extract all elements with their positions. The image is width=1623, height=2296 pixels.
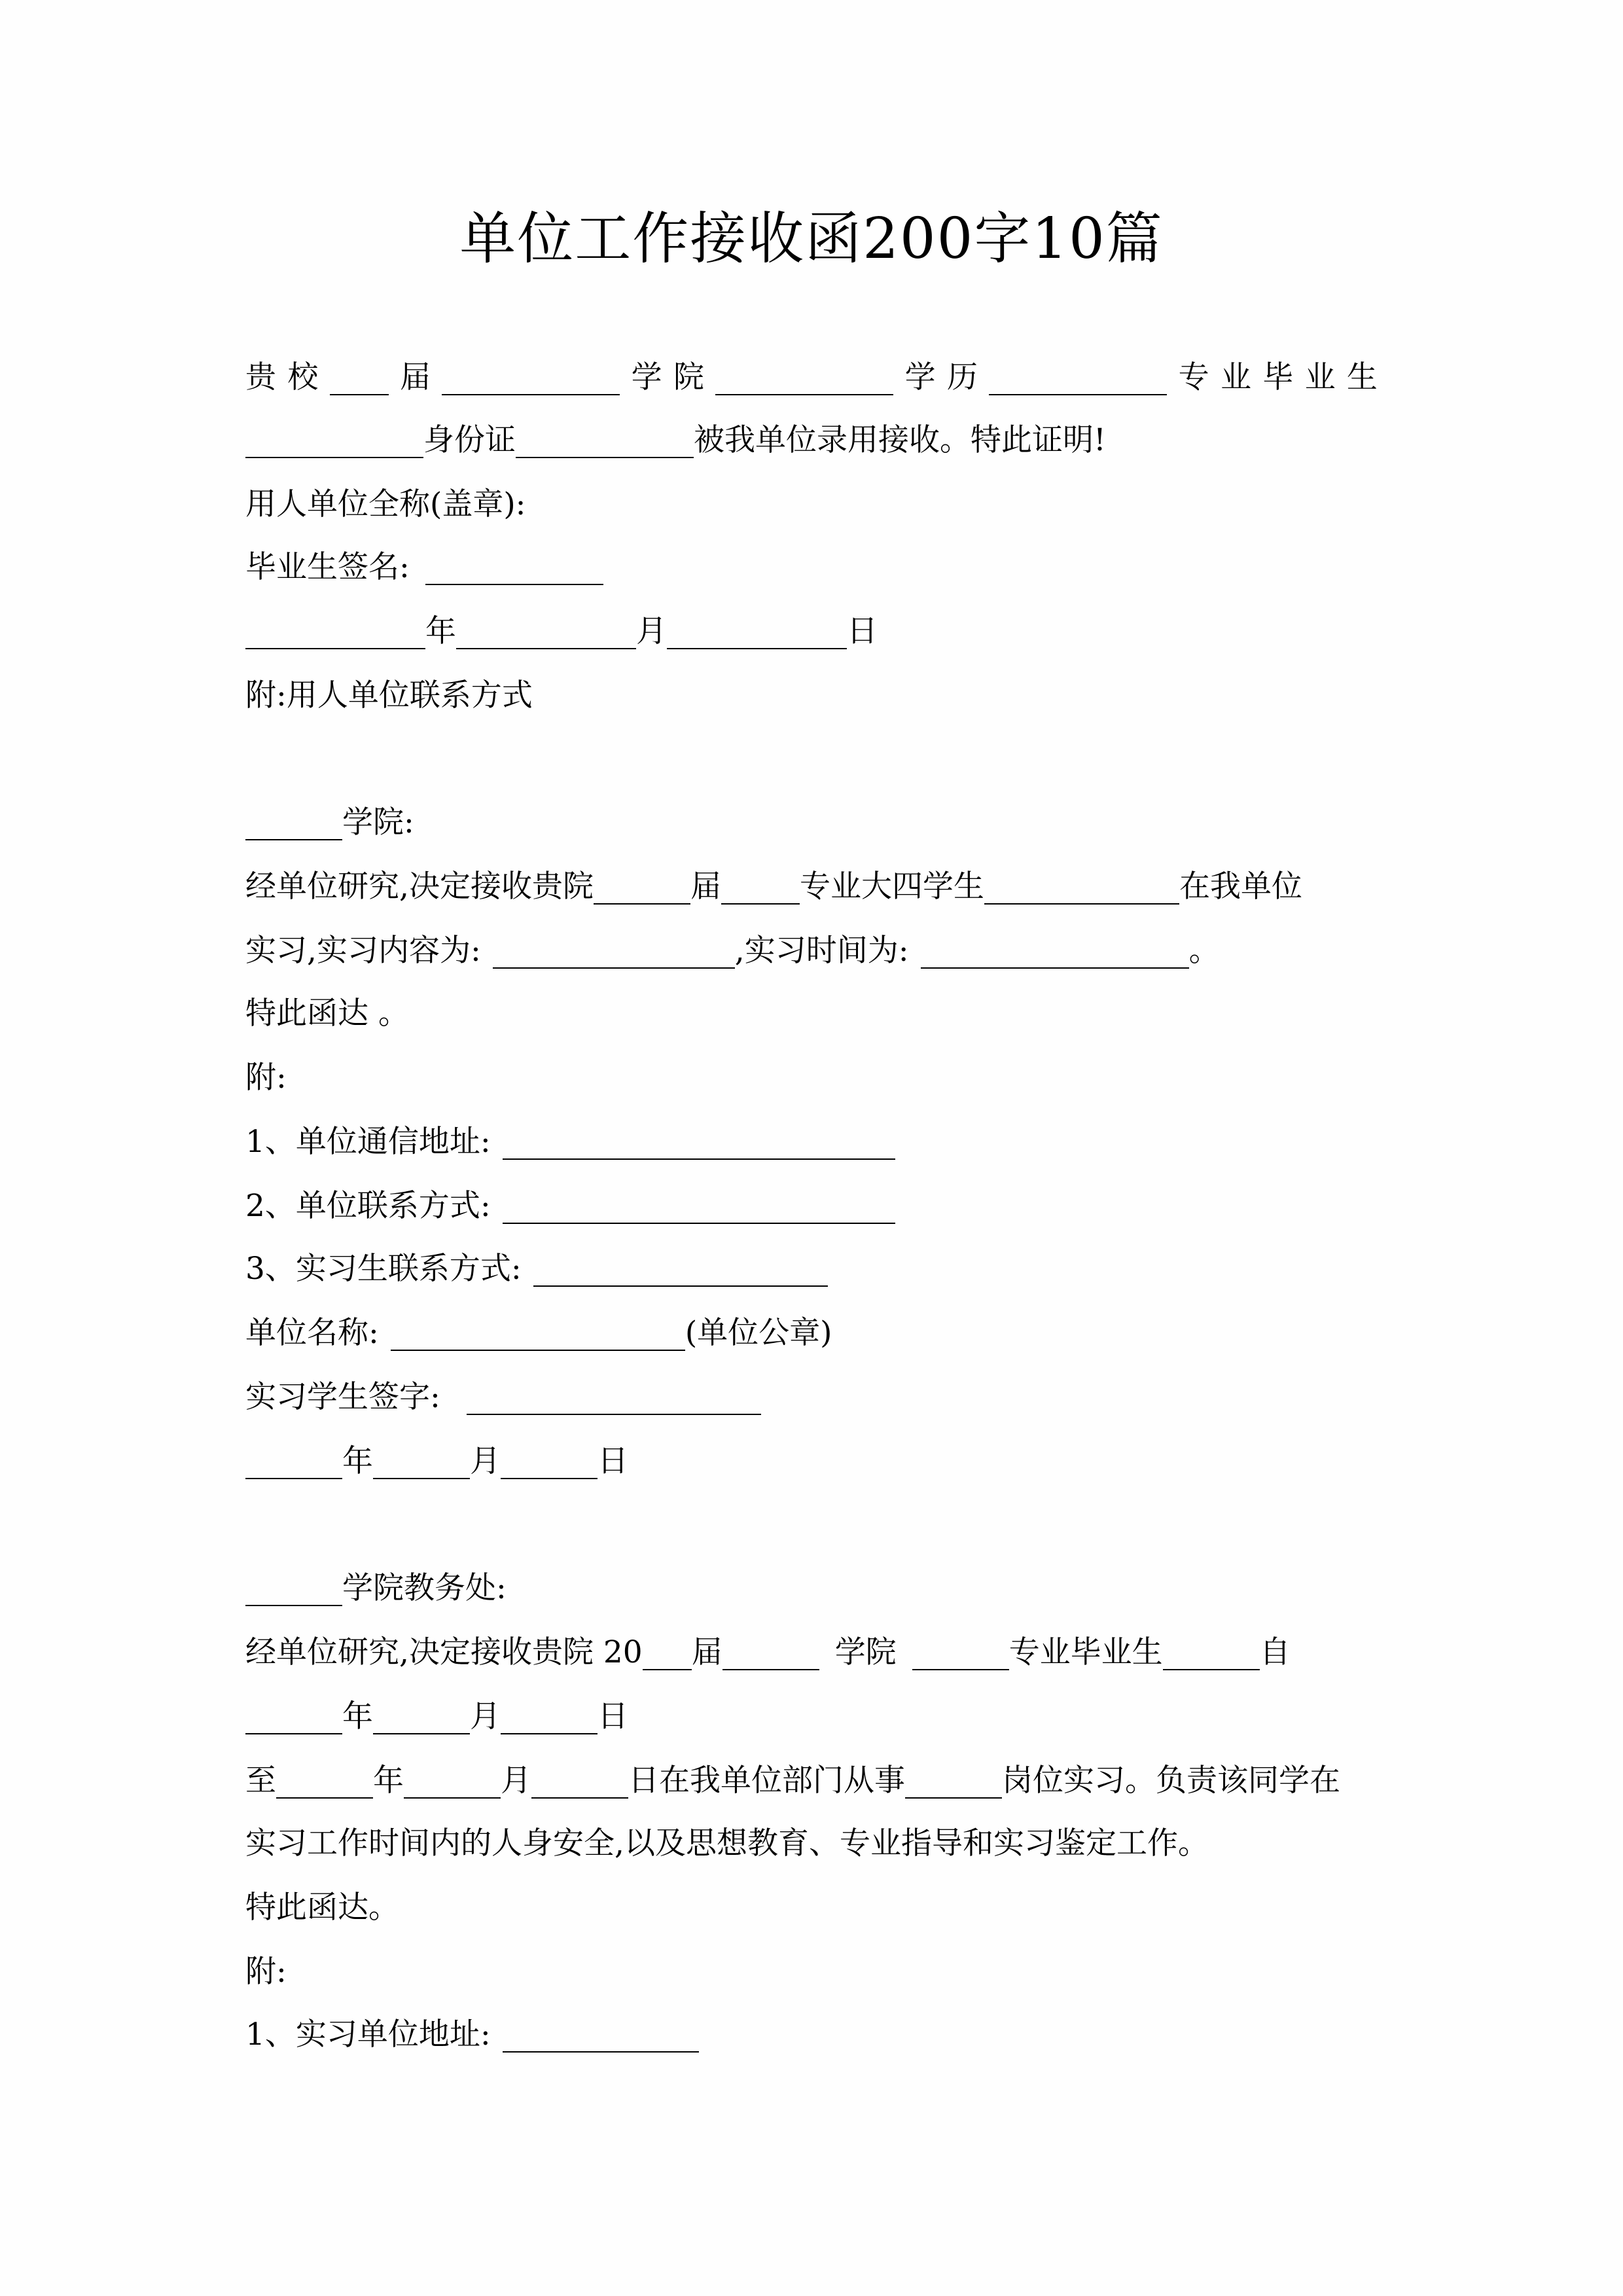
month-label: 月 (470, 1698, 501, 1734)
item-label: 2、单位联系方式: (245, 1188, 491, 1224)
blank-intern-unit-address[interactable] (503, 2051, 699, 2053)
blank-position[interactable] (905, 1797, 1002, 1799)
blank-major[interactable] (721, 903, 800, 905)
body-text: 在我单位 (1179, 869, 1302, 905)
text-jie: 届 (399, 359, 431, 395)
blank-college-name[interactable] (245, 1605, 342, 1606)
letter2-date-line (245, 1439, 628, 1484)
letter3-body-line1 (245, 1630, 1291, 1676)
letter2-student-sign (245, 1374, 761, 1420)
year-label: 年 (342, 1443, 373, 1479)
blank-to-year[interactable] (276, 1797, 373, 1799)
letter2-attachment-label (245, 1055, 287, 1101)
body-text: 学院 (834, 1634, 897, 1670)
text-xiao: 校 (287, 359, 319, 395)
text-yuan: 院 (673, 359, 704, 395)
blank-degree[interactable] (715, 394, 893, 395)
blank-from-month[interactable] (373, 1733, 470, 1734)
accepted-text: 被我单位录用接收。特此证明! (694, 422, 1106, 458)
blank-day[interactable] (501, 1478, 597, 1479)
body-text: 实习工作时间内的人身安全,以及思想教育、专业指导和实习鉴定工作。 (245, 1825, 1209, 1861)
text-bi: 毕 (1262, 359, 1294, 395)
blank-student-sign[interactable] (467, 1414, 761, 1415)
blank-session[interactable] (643, 1669, 692, 1670)
body-text: 届 (690, 869, 721, 905)
attachment-label: 附: (245, 1954, 287, 1990)
body-text: ,实习时间为: (734, 933, 909, 969)
letter3-body-line3 (245, 1758, 1340, 1804)
blank-student-name[interactable] (1163, 1669, 1260, 1670)
blank-to-day[interactable] (531, 1797, 628, 1799)
blank-intern-contact[interactable] (533, 1285, 828, 1287)
text-ye2: 业 (1304, 359, 1336, 395)
letter3-body-line4 (245, 1821, 1209, 1867)
body-text: 经单位研究,决定接收贵院 20 (245, 1634, 643, 1670)
letter2-body-line1 (245, 864, 1302, 910)
body-text: 至 (245, 1763, 276, 1799)
document-title: 单位工作接收函200字10篇 (459, 206, 1164, 272)
letter1-attachment (245, 673, 533, 719)
student-sign-label: 实习学生签字: (245, 1379, 440, 1415)
body-text: 自 (1259, 1634, 1291, 1670)
month-label: 月 (636, 613, 667, 649)
blank-year[interactable] (245, 1478, 342, 1479)
letter2-unit-name (245, 1310, 832, 1356)
letter2-item-3 (245, 1246, 828, 1292)
closing-text: 特此函达 。 (245, 996, 409, 1031)
blank-day[interactable] (667, 648, 847, 649)
body-text: 专业毕业生 (1008, 1634, 1163, 1670)
body-text: 届 (691, 1634, 722, 1670)
graduate-sign-line (245, 545, 603, 590)
day-label: 日 (597, 1698, 628, 1734)
text-sheng: 生 (1346, 359, 1378, 395)
day-label: 日 (847, 613, 878, 649)
blank-unit-contact[interactable] (503, 1223, 895, 1224)
letter3-attachment-label (245, 1949, 287, 1995)
blank-session[interactable] (594, 903, 690, 905)
letter3-item-1 (245, 2012, 699, 2058)
text-xue2: 学 (904, 359, 936, 395)
graduate-sign-label: 毕业生签名: (245, 549, 410, 585)
item-label: 1、单位通信地址: (245, 1124, 491, 1160)
body-text: 月 (501, 1763, 531, 1799)
blank-year[interactable] (245, 648, 425, 649)
body-text: 实习,实习内容为: (245, 933, 481, 969)
blank-from-year[interactable] (245, 1733, 342, 1734)
blank-session[interactable] (330, 394, 389, 395)
salutation-text: 学院教务处: (342, 1570, 507, 1606)
text-xue: 学 (631, 359, 662, 395)
letter3-closing (245, 1885, 399, 1931)
letter1-line1 (245, 355, 1378, 401)
letter2-item-1 (245, 1119, 895, 1165)
letter2-body-line2 (245, 928, 1220, 974)
blank-graduate-sign[interactable] (425, 584, 603, 585)
blank-student-name[interactable] (984, 903, 1179, 905)
blank-from-day[interactable] (501, 1733, 597, 1734)
letter1-line2 (245, 418, 1106, 463)
blank-graduate-name[interactable] (245, 457, 423, 458)
letter3-salutation (245, 1566, 507, 1611)
blank-unit-address[interactable] (503, 1158, 895, 1160)
blank-college[interactable] (722, 1669, 819, 1670)
body-text: 专业大四学生 (799, 869, 984, 905)
item-label: 3、实习生联系方式: (245, 1251, 522, 1287)
blank-major[interactable] (989, 394, 1167, 395)
id-label: 身份证 (423, 422, 516, 458)
attachment-label: 附: (245, 1060, 287, 1096)
body-text: 年 (373, 1763, 404, 1799)
unit-name-label: 单位名称: (245, 1315, 379, 1351)
blank-major[interactable] (912, 1669, 1009, 1670)
year-label: 年 (342, 1698, 373, 1734)
blank-college[interactable] (442, 394, 620, 395)
employer-line (245, 482, 526, 528)
letter2-salutation (245, 800, 414, 846)
blank-internship-time[interactable] (921, 967, 1189, 969)
text-li: 历 (946, 359, 978, 395)
closing-text: 特此函达。 (245, 1890, 399, 1926)
blank-month[interactable] (373, 1478, 470, 1479)
letter2-item-2 (245, 1183, 895, 1229)
body-text: 。 (1188, 933, 1220, 969)
salutation-text: 学院: (342, 804, 414, 840)
text-zhuan: 专 (1178, 359, 1209, 395)
blank-month[interactable] (456, 648, 636, 649)
blank-to-month[interactable] (404, 1797, 501, 1799)
body-text: 日在我单位部门从事 (628, 1763, 905, 1799)
body-text: 岗位实习。负责该同学在 (1002, 1763, 1340, 1799)
blank-internship-content[interactable] (493, 967, 735, 969)
letter1-date-line (245, 609, 878, 655)
blank-college-name[interactable] (245, 839, 342, 840)
letter3-date-from (245, 1694, 628, 1740)
unit-seal-text: (单位公章) (685, 1315, 832, 1351)
text-gui: 贵 (245, 359, 276, 395)
attachment-text: 附:用人单位联系方式 (245, 677, 533, 713)
letter2-closing (245, 991, 409, 1037)
body-text: 经单位研究,决定接收贵院 (245, 869, 594, 905)
year-label: 年 (425, 613, 456, 649)
day-label: 日 (597, 1443, 628, 1479)
employer-label: 用人单位全称(盖章): (245, 486, 526, 522)
item-label: 1、实习单位地址: (245, 2017, 491, 2053)
blank-id-number[interactable] (516, 457, 694, 458)
text-ye: 业 (1220, 359, 1251, 395)
blank-unit-name[interactable] (391, 1350, 685, 1351)
month-label: 月 (470, 1443, 501, 1479)
